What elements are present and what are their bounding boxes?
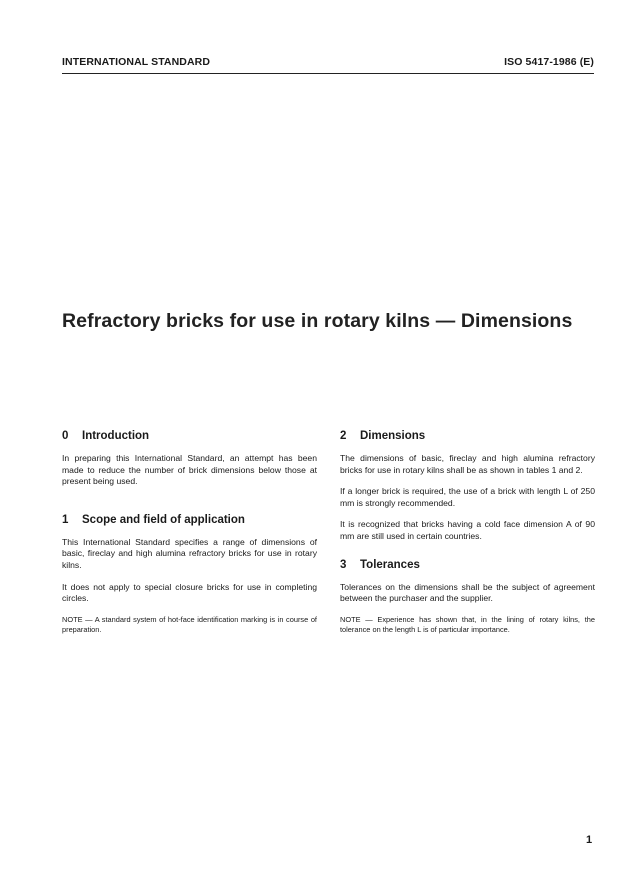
dimensions-paragraph-2: If a longer brick is required, the use of a brick with length L of 250 mm is strongly recommended. [340, 486, 595, 508]
section-heading-introduction [62, 430, 317, 442]
section-heading-tolerances [340, 559, 595, 571]
section-title: Scope and field of application [82, 513, 245, 526]
section-heading-dimensions [340, 430, 595, 442]
dimensions-paragraph-1: The dimensions of basic, fireclay and high alumina refractory bricks for use in rotary kilns shall be as shown in tables 1 and 2. [340, 453, 595, 475]
introduction-paragraph: In preparing this International Standard, an attempt has been made to reduce the number of brick dimensions below those at present being used. [62, 453, 317, 487]
dimensions-paragraph-3: It is recognized that bricks having a cold face dimension A of 90 mm are still used in certain countries. [340, 519, 595, 541]
section-title: Introduction [82, 430, 150, 442]
scope-note: NOTE — A standard system of hot-face identification marking is in course of preparation. [62, 614, 317, 634]
header-standard-label: INTERNATIONAL STANDARD [62, 56, 211, 68]
tolerances-note: NOTE — Experience has shown that, in the lining of rotary kilns, the tolerance on the length L is of particular importance. [340, 614, 595, 634]
tolerances-paragraph: Tolerances on the dimensions shall be the subject of agreement between the purchaser and the supplier. [340, 581, 595, 604]
section-number: 1 [62, 513, 69, 526]
section-number: 0 [62, 430, 69, 442]
document-title: Refractory bricks for use in rotary kilns — Dimensions [62, 310, 573, 332]
section-number: 2 [340, 430, 347, 442]
header-document-id: ISO 5417-1986 (E) [504, 56, 594, 68]
section-heading-scope [62, 514, 317, 526]
left-column [62, 430, 317, 645]
section-title: Dimensions [360, 430, 426, 442]
page-number: 1 [586, 834, 593, 846]
section-title: Tolerances [360, 558, 420, 571]
right-column [340, 430, 595, 645]
section-number: 3 [340, 558, 347, 571]
header-rule [62, 73, 594, 74]
scope-paragraph-1: This International Standard specifies a range of dimensions of basic, fireclay and high alumina refractory bricks for use in rotary kilns. [62, 536, 317, 570]
scope-paragraph-2: It does not apply to special closure bricks for use in completing circles. [62, 581, 317, 604]
